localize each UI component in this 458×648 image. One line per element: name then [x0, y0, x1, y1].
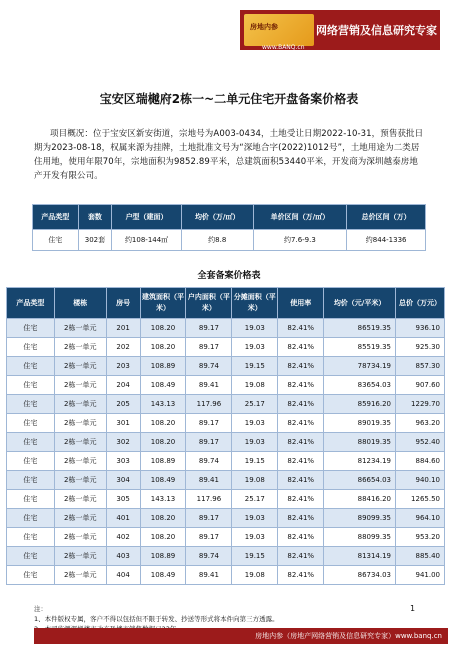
table-cell: 885.40: [396, 547, 445, 566]
table-cell: 963.20: [396, 414, 445, 433]
table-cell: 86519.35: [324, 319, 396, 338]
table-cell: 202: [106, 338, 140, 357]
table-row: [7, 357, 445, 376]
table-cell: 108.49: [140, 376, 186, 395]
table-cell: 82.41%: [278, 319, 324, 338]
table-cell: 19.15: [232, 452, 278, 471]
table-cell: 19.15: [232, 357, 278, 376]
table-cell: 住宅: [7, 509, 55, 528]
table-row: [7, 547, 445, 566]
table-cell: 89.17: [186, 338, 232, 357]
table-cell: 19.03: [232, 528, 278, 547]
table-cell: 住宅: [7, 566, 55, 585]
table-cell: 108.20: [140, 433, 186, 452]
table-cell: 2栋一单元: [54, 338, 106, 357]
table-cell: 108.89: [140, 452, 186, 471]
table-row: [7, 452, 445, 471]
table-cell: 2栋一单元: [54, 490, 106, 509]
table-cell: 82.41%: [278, 528, 324, 547]
footer-bar: [34, 628, 448, 644]
table-row: [7, 338, 445, 357]
table-cell: 108.49: [140, 566, 186, 585]
table-cell: 住宅: [7, 452, 55, 471]
table-cell: 89.41: [186, 376, 232, 395]
footer-text: 房地内参（房地产网络营销及信息研究专家）www.banq.cn: [255, 632, 442, 640]
table-cell: 19.08: [232, 471, 278, 490]
table-cell: 82.41%: [278, 471, 324, 490]
table-cell: 2栋一单元: [54, 433, 106, 452]
table-cell: 住宅: [7, 319, 55, 338]
table-cell: 403: [106, 547, 140, 566]
price-header-cell: 建筑面积（平米）: [140, 288, 186, 319]
table-cell: 2栋一单元: [54, 566, 106, 585]
table-cell: 89.74: [186, 547, 232, 566]
table-cell: 89.74: [186, 357, 232, 376]
table-cell: 82.41%: [278, 376, 324, 395]
table-cell: 89099.35: [324, 509, 396, 528]
price-header-cell: 分摊面积（平米）: [232, 288, 278, 319]
table-cell: 住宅: [7, 547, 55, 566]
table-cell: 82.41%: [278, 509, 324, 528]
overview-header-cell: 单价区间（万/㎡）: [253, 205, 347, 230]
table-row: [7, 490, 445, 509]
table-cell: 301: [106, 414, 140, 433]
project-summary: 项目概况：位于宝安区新安街道，宗地号为A003-0434，土地受让日期2022-10-31，预售获批日期为2023-08-18，权属来源为挂牌，土地批准文号为“深地合字(2022)1012号”，土地用途为二类居住用地，使用年限70年，宗地面积为9852.89平米，总建筑面积53440平米，开发商为深圳越泰房地产开发有限公司。: [34, 129, 424, 181]
price-header-cell: 使用率: [278, 288, 324, 319]
overview-cell: 302套: [78, 230, 112, 251]
table-row: [7, 395, 445, 414]
table-row: [7, 528, 445, 547]
table-cell: 89.17: [186, 319, 232, 338]
table-cell: 936.10: [396, 319, 445, 338]
table-cell: 952.40: [396, 433, 445, 452]
table-cell: 2栋一单元: [54, 547, 106, 566]
table-cell: 19.03: [232, 509, 278, 528]
table-row: [7, 319, 445, 338]
price-header-cell: 总价（万元）: [396, 288, 445, 319]
table-cell: 89.17: [186, 414, 232, 433]
table-cell: 303: [106, 452, 140, 471]
table-cell: 201: [106, 319, 140, 338]
table-cell: 89.17: [186, 433, 232, 452]
table-cell: 85916.20: [324, 395, 396, 414]
table-cell: 19.03: [232, 338, 278, 357]
table-cell: 78734.19: [324, 357, 396, 376]
table-row: [7, 471, 445, 490]
table-cell: 1229.70: [396, 395, 445, 414]
price-header-cell: 楼栋: [54, 288, 106, 319]
table-cell: 89.17: [186, 528, 232, 547]
table-row: [7, 566, 445, 585]
table-cell: 82.41%: [278, 566, 324, 585]
table-cell: 19.03: [232, 319, 278, 338]
price-table: [6, 287, 445, 585]
table-cell: 2栋一单元: [54, 319, 106, 338]
overview-data-row: [33, 230, 426, 251]
table-cell: 203: [106, 357, 140, 376]
overview-header-cell: 产品类型: [33, 205, 79, 230]
table-cell: 925.30: [396, 338, 445, 357]
notes-label: 注：: [34, 605, 47, 613]
table-cell: 19.03: [232, 414, 278, 433]
table-row: [7, 433, 445, 452]
table-cell: 143.13: [140, 395, 186, 414]
table-cell: 81314.19: [324, 547, 396, 566]
table-cell: 108.89: [140, 357, 186, 376]
table-cell: 住宅: [7, 357, 55, 376]
table-cell: 82.41%: [278, 338, 324, 357]
table-cell: 941.00: [396, 566, 445, 585]
table-cell: 88099.35: [324, 528, 396, 547]
table-cell: 89.17: [186, 509, 232, 528]
table-cell: 2栋一单元: [54, 414, 106, 433]
table-cell: 89.41: [186, 566, 232, 585]
table-cell: 401: [106, 509, 140, 528]
table-cell: 19.03: [232, 433, 278, 452]
table-cell: 82.41%: [278, 414, 324, 433]
table-cell: 住宅: [7, 490, 55, 509]
price-header-cell: 户内面积（平米）: [186, 288, 232, 319]
table-cell: 19.08: [232, 376, 278, 395]
table-row: [7, 376, 445, 395]
table-cell: 304: [106, 471, 140, 490]
table-cell: 2栋一单元: [54, 376, 106, 395]
table-cell: 884.60: [396, 452, 445, 471]
table-cell: 88019.35: [324, 433, 396, 452]
table-cell: 108.89: [140, 547, 186, 566]
table-cell: 81234.19: [324, 452, 396, 471]
table-cell: 25.17: [232, 490, 278, 509]
table-cell: 204: [106, 376, 140, 395]
price-header-cell: 房号: [106, 288, 140, 319]
table-cell: 88416.20: [324, 490, 396, 509]
table-cell: 82.41%: [278, 395, 324, 414]
notes-line-1: 1、本件版权专属，客户不得以包括但不限于转发、抄送等形式将本件向第三方透露。: [34, 615, 279, 623]
table-cell: 19.15: [232, 547, 278, 566]
table-cell: 108.20: [140, 509, 186, 528]
price-header-cell: 产品类型: [7, 288, 55, 319]
overview-header-cell: 均价（万/㎡）: [181, 205, 253, 230]
table-cell: 2栋一单元: [54, 395, 106, 414]
table-cell: 82.41%: [278, 490, 324, 509]
header-url: www.BANQ.cn: [262, 44, 305, 51]
table-cell: 82.41%: [278, 357, 324, 376]
table-cell: 89019.35: [324, 414, 396, 433]
table-cell: 2栋一单元: [54, 357, 106, 376]
table-cell: 1265.50: [396, 490, 445, 509]
page-number: 1: [410, 604, 416, 613]
table-cell: 2栋一单元: [54, 528, 106, 547]
full-table-title: 全套备案价格表: [197, 271, 261, 281]
overview-header-cell: 总价区间（万）: [347, 205, 426, 230]
table-cell: 住宅: [7, 338, 55, 357]
page-title: 宝安区瑞樾府2栋一~二单元住宅开盘备案价格表: [99, 92, 359, 106]
table-cell: 143.13: [140, 490, 186, 509]
table-cell: 108.49: [140, 471, 186, 490]
table-cell: 940.10: [396, 471, 445, 490]
table-row: [7, 414, 445, 433]
table-cell: 2栋一单元: [54, 452, 106, 471]
table-cell: 住宅: [7, 433, 55, 452]
table-cell: 117.96: [186, 395, 232, 414]
table-row: [7, 509, 445, 528]
table-cell: 85519.35: [324, 338, 396, 357]
table-cell: 86734.03: [324, 566, 396, 585]
overview-header-row: [33, 205, 426, 230]
table-cell: 住宅: [7, 414, 55, 433]
table-cell: 住宅: [7, 528, 55, 547]
table-cell: 964.10: [396, 509, 445, 528]
overview-table: [32, 204, 426, 251]
table-cell: 108.20: [140, 528, 186, 547]
table-cell: 907.60: [396, 376, 445, 395]
table-cell: 108.20: [140, 319, 186, 338]
table-cell: 25.17: [232, 395, 278, 414]
brand-logo: [244, 14, 314, 46]
table-cell: 82.41%: [278, 547, 324, 566]
price-table-body: [7, 319, 445, 585]
overview-cell: 住宅: [33, 230, 79, 251]
table-cell: 住宅: [7, 395, 55, 414]
table-cell: 117.96: [186, 490, 232, 509]
header-banner: [240, 10, 440, 50]
table-cell: 2栋一单元: [54, 509, 106, 528]
table-cell: 2栋一单元: [54, 471, 106, 490]
table-cell: 108.20: [140, 414, 186, 433]
table-cell: 89.41: [186, 471, 232, 490]
overview-cell: 约7.6-9.3: [253, 230, 347, 251]
table-cell: 82.41%: [278, 452, 324, 471]
table-cell: 305: [106, 490, 140, 509]
price-header-cell: 均价（元/平米）: [324, 288, 396, 319]
table-cell: 89.74: [186, 452, 232, 471]
table-cell: 83654.03: [324, 376, 396, 395]
overview-header-cell: 户型（建面）: [112, 205, 182, 230]
table-cell: 402: [106, 528, 140, 547]
table-cell: 857.30: [396, 357, 445, 376]
logo-text: 房地内参: [250, 23, 278, 31]
table-cell: 82.41%: [278, 433, 324, 452]
table-cell: 404: [106, 566, 140, 585]
table-cell: 住宅: [7, 471, 55, 490]
table-cell: 205: [106, 395, 140, 414]
overview-header-cell: 套数: [78, 205, 112, 230]
header-tagline: 网络营销及信息研究专家: [316, 24, 437, 37]
overview-cell: 约844-1336: [347, 230, 426, 251]
table-cell: 86654.03: [324, 471, 396, 490]
table-cell: 302: [106, 433, 140, 452]
overview-cell: 约8.8: [181, 230, 253, 251]
table-cell: 19.08: [232, 566, 278, 585]
table-cell: 108.20: [140, 338, 186, 357]
overview-cell: 约108-144㎡: [112, 230, 182, 251]
price-header-row: [7, 288, 445, 319]
table-cell: 住宅: [7, 376, 55, 395]
table-cell: 953.20: [396, 528, 445, 547]
